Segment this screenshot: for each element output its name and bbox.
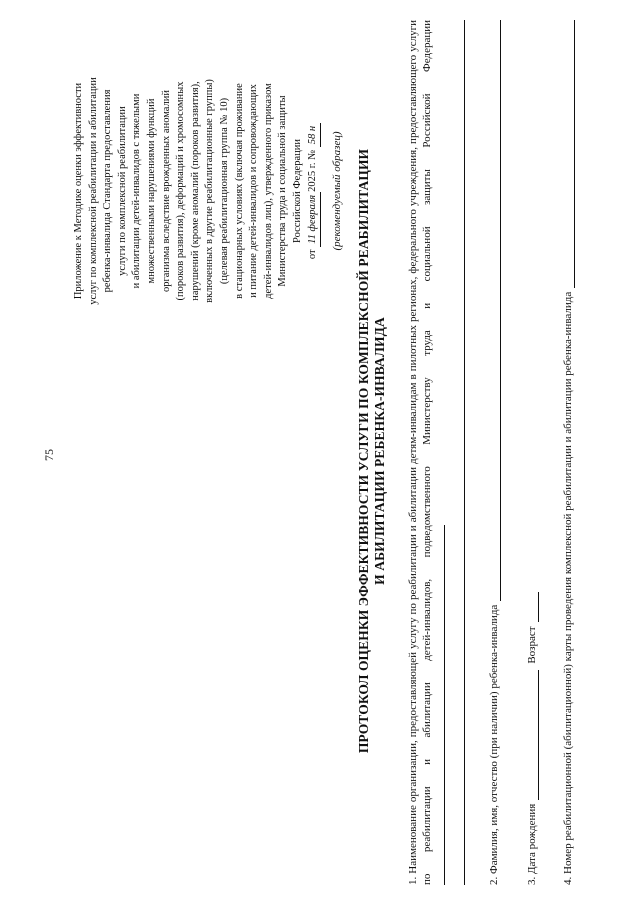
appendix-line: Приложение к Методике оценки эффективности [73, 82, 84, 300]
item4-text: 4. Номер реабилитационной (абилитационной) карты проведения комплексной реабилитации и абилитации ребенка-инвалида [562, 291, 575, 885]
form-items [406, 20, 575, 885]
appendix-line: в стационарных условиях (включая проживание [233, 83, 245, 299]
date-year: 2025 г. № [306, 149, 318, 192]
date-prefix: от [306, 249, 318, 260]
item-birth-date-age [525, 20, 539, 885]
appendix-date-line [306, 41, 322, 341]
appendix-line: детей-инвалидов лиц), утвержденного приказом [262, 83, 274, 299]
appendix-line: (пороков развития), деформаций и хромосомных [175, 81, 187, 301]
appendix-line: Министерства труда и социальной защиты [277, 95, 289, 287]
appendix-line: (целевая реабилитационная группа № 10) [218, 97, 230, 285]
document-title [356, 41, 388, 861]
appendix-line: нарушений (кроме аномалий (пороков развития), [189, 81, 201, 301]
age-field[interactable] [528, 592, 539, 622]
recommended-sample-note: (рекомендуемый образец) [331, 131, 343, 251]
appendix-line: организма вследствие врожденных аномалий [160, 89, 172, 293]
handwritten-date: 11 февраля [306, 192, 322, 247]
item3-birth-label: 3. Дата рождения [525, 803, 538, 885]
appendix-line: услуги по комплексной реабилитации [116, 106, 128, 276]
handwritten-order-number: 58 н [306, 123, 322, 147]
appendix-line: ребенка-инвалида Стандарта предоставления [102, 89, 114, 293]
appendix-line: множественными нарушениями функций [145, 98, 157, 284]
item-child-name [487, 20, 501, 885]
item1-text: 1. Наименование организации, предоставляющей услугу по реабилитации и абилитации детям-инвалидам в пилотных регионах, федерального учреждения, предоставляющего услуги по реабилитации и абилитации детей-инвалидов, подведомственного Министерству труда и социальной защиты Российской Федерации [407, 20, 434, 885]
title-line-2: И АБИЛИТАЦИИ РЕБЕНКА-ИНВАЛИДА [372, 317, 387, 585]
appendix-header [72, 41, 321, 341]
appendix-line: Российской Федерации [291, 139, 303, 243]
birth-date-field[interactable] [528, 670, 539, 800]
appendix-line: услуг по комплексной реабилитации и абилитации [87, 77, 99, 305]
title-line-1: ПРОТОКОЛ ОЦЕНКИ ЭФФЕКТИВНОСТИ УСЛУГИ ПО КОМПЛЕКСНОЙ РЕАБИЛИТАЦИИ [356, 148, 371, 754]
organization-name-field[interactable] [434, 525, 445, 885]
child-name-field[interactable] [490, 20, 501, 601]
page-number: 75 [42, 449, 56, 461]
item-organization-name [406, 20, 450, 885]
item2-text: 2. Фамилия, имя, отчество (при наличии) ребенка-инвалида [487, 604, 500, 885]
appendix-line: и питание детей-инвалидов и сопровождающих [248, 84, 260, 298]
organization-name-field-line[interactable] [450, 20, 465, 885]
item3-age-label: Возраст [525, 626, 538, 664]
appendix-line: включенных в другие реабилитационные группы) [204, 79, 216, 303]
appendix-line: и абилитации детей-инвалидов с тяжелыми [131, 93, 143, 289]
item-card-number [561, 20, 575, 885]
card-number-field[interactable] [564, 20, 575, 288]
